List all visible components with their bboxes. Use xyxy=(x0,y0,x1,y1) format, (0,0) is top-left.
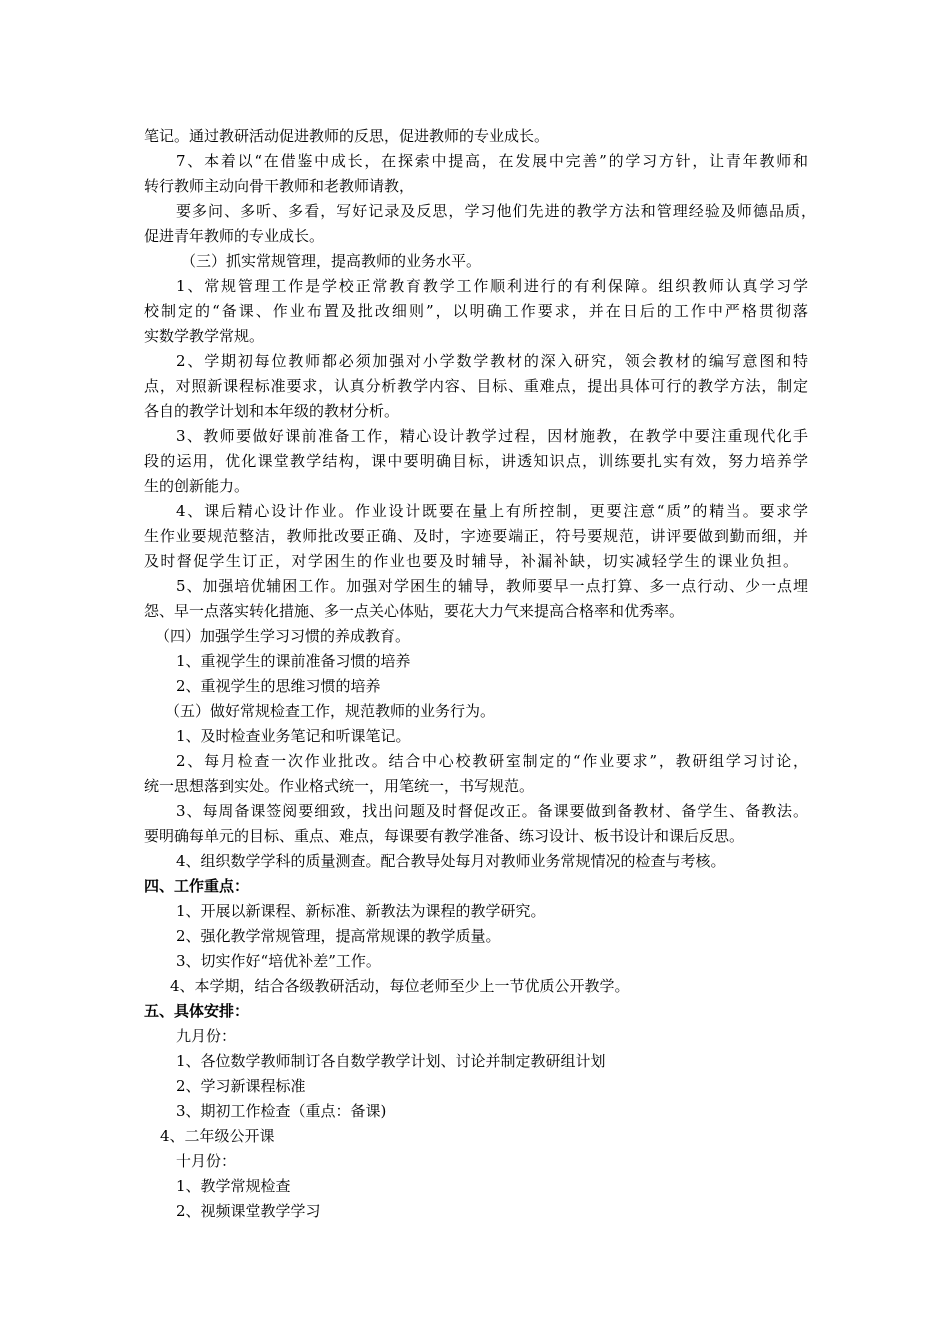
body-text-line: 要多问、多听、多看，写好记录及反思，学习他们先进的教学方法和管理经验及师德品质， xyxy=(176,202,816,220)
body-text-line: 点，对照新课程标准要求，认真分析教学内容、目标、重难点，提出具体可行的教学方法，制定 xyxy=(144,377,808,395)
body-text-line: 统一思想落到实处。作业格式统一，用笔统一，书写规范。 xyxy=(144,777,535,795)
chapter-heading: 五、具体安排： xyxy=(144,1002,250,1020)
body-text-line: 2、学期初每位教师都必须加强对小学数学教材的深入研究，领会教材的编写意图和特 xyxy=(176,352,808,370)
body-text-line: 段的运用，优化课堂教学结构，课中要明确目标，讲透知识点，训练要扎实有效，努力培养学 xyxy=(144,452,808,470)
list-item: 2、重视学生的思维习惯的培养 xyxy=(176,677,381,695)
body-text-line: 生的创新能力。 xyxy=(144,477,250,495)
body-text-line: 实数学教学常规。 xyxy=(144,327,265,345)
list-item: 4、组织数学学科的质量测查。配合教导处每月对教师业务常规情况的检查与考核。 xyxy=(176,852,726,870)
body-text-line: 4、课后精心设计作业。作业设计既要在量上有所控制，更要注意“质”的精当。要求学 xyxy=(176,502,808,520)
body-text-line: 要明确每单元的目标、重点、难点，每课要有教学准备、练习设计、板书设计和课后反思。 xyxy=(144,827,745,845)
list-item: 1、开展以新课程、新标准、新教法为课程的教学研究。 xyxy=(176,902,546,920)
list-item: 1、各位数学教师制订各自数学教学计划、讨论并制定教研组计划 xyxy=(176,1052,606,1070)
body-text-line: 怨、早一点落实转化措施、多一点关心体贴，要花大力气来提高合格率和优秀率。 xyxy=(144,602,685,620)
body-text-line: 各自的教学计划和本年级的教材分析。 xyxy=(144,402,400,420)
section-heading: （三）抓实常规管理，提高教师的业务水平。 xyxy=(181,252,482,270)
body-text-line: 校制定的“备课、作业布置及批改细则”，以明确工作要求，并在日后的工作中严格贯彻落 xyxy=(144,302,808,320)
body-text-line: 1、常规管理工作是学校正常教育教学工作顺利进行的有利保障。组织教师认真学习学 xyxy=(176,277,808,295)
body-text-line: 3、每周备课签阅要细致，找出问题及时督促改正。备课要做到备教材、备学生、备教法。 xyxy=(176,802,808,820)
list-item: 3、期初工作检查（重点：备课) xyxy=(176,1102,387,1120)
list-item: 2、学习新课程标准 xyxy=(176,1077,306,1095)
list-item: 2、强化教学常规管理，提高常规课的教学质量。 xyxy=(176,927,501,945)
list-item: 1、及时检查业务笔记和听课笔记。 xyxy=(176,727,411,745)
list-item: 1、重视学生的课前准备习惯的培养 xyxy=(176,652,411,670)
month-heading: 九月份： xyxy=(176,1027,237,1045)
section-heading: （四）加强学生学习习惯的养成教育。 xyxy=(155,627,411,645)
body-text-line: 2、每月检查一次作业批改。结合中心校教研室制定的“作业要求”，教研组学习讨论， xyxy=(176,752,808,770)
body-text-line: 3、教师要做好课前准备工作，精心设计教学过程，因材施教，在教学中要注重现代化手 xyxy=(176,427,808,445)
body-text-line: 笔记。通过教研活动促进教师的反思，促进教师的专业成长。 xyxy=(144,127,550,145)
list-item: 2、视频课堂教学学习 xyxy=(176,1202,321,1220)
body-text-line: 促进青年教师的专业成长。 xyxy=(144,227,325,245)
month-heading: 十月份： xyxy=(176,1152,237,1170)
body-text-line: 转行教师主动向骨干教师和老教师请教， xyxy=(144,177,415,195)
body-text-line: 生作业要规范整洁，教师批改要正确、及时，字迹要端正，符号要规范，讲评要做到勤而细，并 xyxy=(144,527,808,545)
list-item: 1、教学常规检查 xyxy=(176,1177,291,1195)
body-text-line: 及时督促学生订正，对学困生的作业也要及时辅导，补漏补缺，切实减轻学生的课业负担。 xyxy=(144,552,798,570)
body-text-line: 7、本着以“在借鉴中成长，在探索中提高，在发展中完善”的学习方针，让青年教师和 xyxy=(176,152,808,170)
list-item: 3、切实作好“培优补差”工作。 xyxy=(176,952,381,970)
chapter-heading: 四、工作重点： xyxy=(144,877,250,895)
section-heading: （五）做好常规检查工作，规范教师的业务行为。 xyxy=(165,702,496,720)
list-item: 4、二年级公开课 xyxy=(160,1127,275,1145)
list-item: 4、本学期，结合各级教研活动，每位老师至少上一节优质公开教学。 xyxy=(170,977,630,995)
body-text-line: 5、加强培优辅困工作。加强对学困生的辅导，教师要早一点打算、多一点行动、少一点埋 xyxy=(176,577,808,595)
